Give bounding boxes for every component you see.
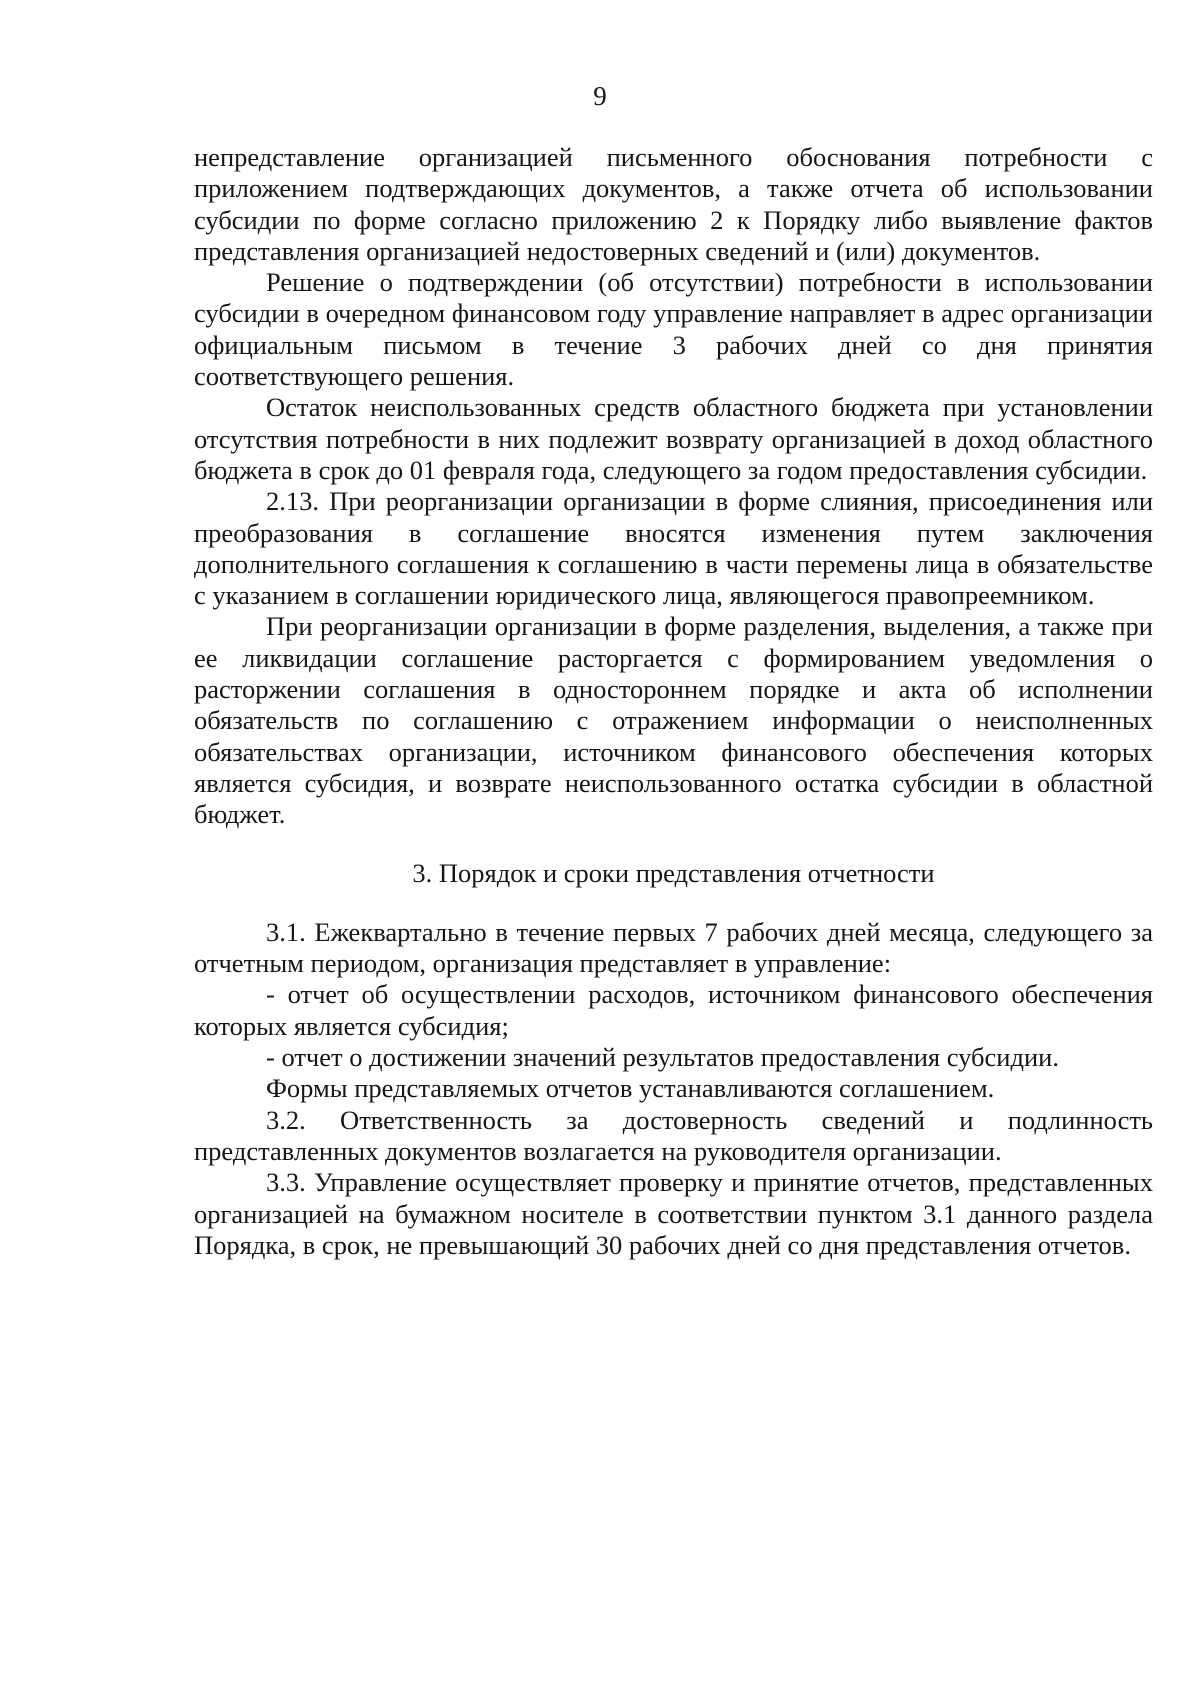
- paragraph-decision: Решение о подтверждении (об отсутствии) потребности в использовании субсидии в очередном финансовом году управление направляет в адрес организации официальным письмом в течение 3 рабочих дней со дня принятия соответствующего решения.: [194, 267, 1153, 392]
- list-item-expenses-report: - отчет об осуществлении расходов, источником финансового обеспечения которых является субсидия;: [194, 979, 1153, 1041]
- section-3-heading: 3. Порядок и сроки представления отчетности: [412, 857, 935, 888]
- document-body: [194, 142, 1153, 1261]
- paragraph-2-13: 2.13. При реорганизации организации в форме слияния, присоединения или преобразования в соглашение вносятся изменения путем заключения дополнительного соглашения к соглашению в части перемены лица в обязательстве с указанием в соглашении юридического лица, являющегося правопреемником.: [194, 486, 1153, 611]
- paragraph-3-2: 3.2. Ответственность за достоверность сведений и подлинность представленных документов возлагается на руководителя организации.: [194, 1104, 1153, 1166]
- paragraph-reorganization: При реорганизации организации в форме разделения, выделения, а также при ее ликвидации соглашение расторгается с формированием уведомления о расторжении соглашения в одностороннем порядке и акта об исполнении обязательств по соглашению с отражением информации о неисполненных обязательствах организации, источником финансового обеспечения которых является субсидия, и возврате неиспользованного остатка субсидии в областной бюджет.: [194, 611, 1153, 830]
- paragraph-3-3: 3.3. Управление осуществляет проверку и принятие отчетов, представленных организацией на бумажном носителе в соответствии пунктом 3.1 данного раздела Порядка, в срок, не превышающий 30 рабочих дней со дня представления отчетов.: [194, 1167, 1153, 1260]
- paragraph-3-1: 3.1. Ежеквартально в течение первых 7 рабочих дней месяца, следующего за отчетным периодом, организация представляет в управление:: [194, 916, 1153, 979]
- paragraph-report-forms: Формы представляемых отчетов устанавливаются соглашением.: [266, 1073, 995, 1104]
- paragraph-continuation: непредставление организацией письменного обоснования потребности с приложением подтверждающих документов, а также отчета об использовании субсидии по форме согласно приложению 2 к Порядку либо выявление фактов представления организацией недостоверных сведений и (или) документов.: [194, 142, 1153, 266]
- list-item-results-report: - отчет о достижении значений результатов предоставления субсидии.: [266, 1042, 1059, 1073]
- paragraph-remainder: Остаток неиспользованных средств областного бюджета при установлении отсутствия потребности в них подлежит возврату организацией в доход областного бюджета в срок до 01 февраля года, следующего за годом предоставления субсидии.: [194, 392, 1153, 485]
- page-number: 9: [593, 81, 607, 111]
